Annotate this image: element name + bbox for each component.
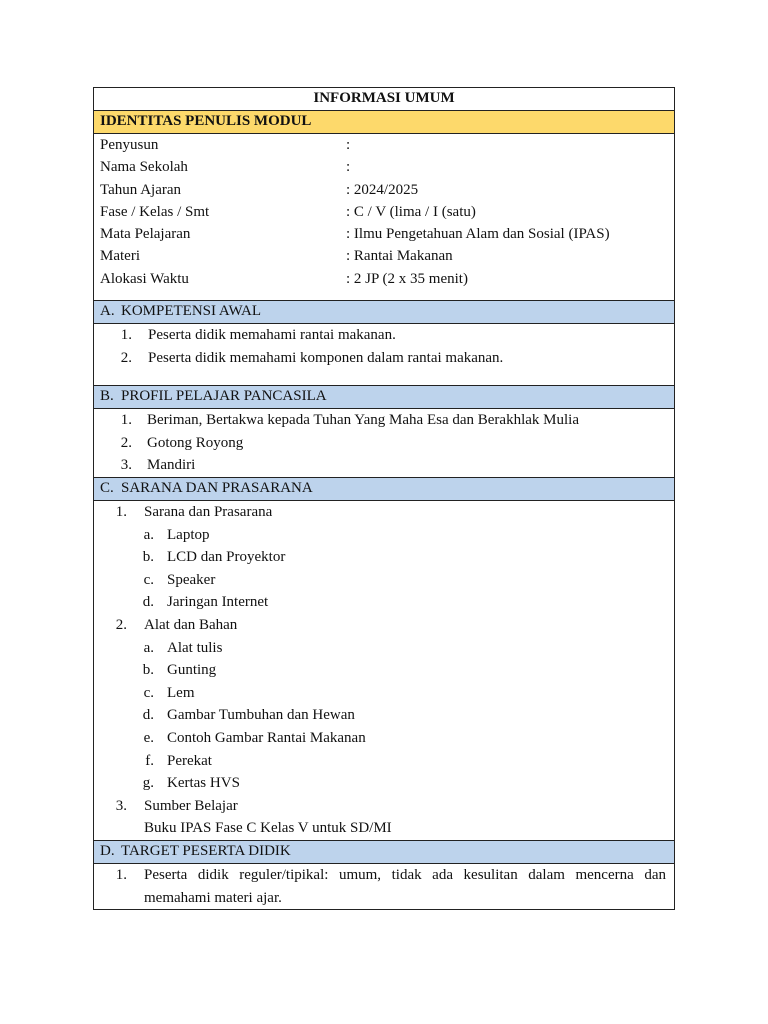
page-title: INFORMASI UMUM [94, 88, 674, 111]
section-title: SARANA DAN PRASARANA [121, 480, 313, 497]
list-item: 3. Sumber Belajar [115, 797, 238, 814]
list-item: e. Contoh Gambar Rantai Makanan [143, 729, 366, 746]
list-item: 2. Alat dan Bahan [115, 617, 238, 634]
info-label: Penyusun [100, 137, 159, 153]
list-item: 1. Peserta didik reguler/tipikal: umum, tidak ada kesulitan dalam mencerna dan [115, 866, 666, 883]
section-letter: C. [100, 480, 114, 497]
info-value: : [346, 137, 351, 153]
info-label: Mata Pelajaran [100, 226, 191, 243]
list-item: d. Jaringan Internet [142, 594, 269, 611]
list-item: 1. Beriman, Bertakwa kepada Tuhan Yang Maha Esa dan Berakhlak Mulia [120, 412, 579, 429]
section-letter: D. [100, 842, 115, 859]
list-item: c. Lem [143, 684, 195, 701]
section-a-header [94, 301, 674, 324]
info-label: Tahun Ajaran [100, 181, 182, 198]
info-row [94, 268, 674, 290]
section-letter: A. [100, 303, 115, 320]
info-value: : Ilmu Pengetahuan Alam dan Sosial (IPAS) [346, 226, 610, 243]
info-label: Fase / Kelas / Smt [100, 203, 210, 220]
info-value: : Rantai Makanan [346, 248, 453, 265]
section-c-header [94, 478, 674, 501]
list-item: a. Alat tulis [143, 639, 223, 656]
list-item: 1. Sarana dan Prasarana [115, 504, 273, 521]
list-item: 1. Peserta didik memahami rantai makanan. [120, 327, 396, 344]
section-d-body [94, 864, 674, 909]
info-row [94, 201, 674, 223]
module-info-table [93, 87, 675, 910]
info-label: Alokasi Waktu [100, 270, 189, 287]
section-title: PROFIL PELAJAR PANCASILA [121, 388, 327, 405]
section-b-header [94, 386, 674, 409]
list-item: b. Gunting [142, 662, 217, 679]
list-item: 3. Mandiri [120, 457, 196, 474]
identitas-header: IDENTITAS PENULIS MODUL [94, 111, 674, 134]
list-item: a. Laptop [143, 526, 210, 543]
section-letter: B. [100, 388, 114, 405]
info-row [94, 179, 674, 201]
list-item: d. Gambar Tumbuhan dan Hewan [142, 707, 355, 724]
section-title: TARGET PESERTA DIDIK [121, 842, 291, 859]
info-value: : 2 JP (2 x 35 menit) [346, 270, 468, 287]
section-c-body [94, 501, 674, 841]
list-item: b. LCD dan Proyektor [142, 549, 286, 566]
section-b-body [94, 409, 674, 478]
info-row [94, 134, 674, 156]
section-a-body [94, 324, 674, 386]
list-item: g. Kertas HVS [142, 775, 240, 792]
info-label: Materi [100, 248, 140, 265]
list-item: 2. Gotong Royong [120, 434, 244, 451]
identitas-body [94, 134, 674, 301]
list-item: f. Perekat [145, 752, 212, 769]
section-title: KOMPETENSI AWAL [121, 303, 262, 320]
list-item-continuation: memahami materi ajar. [144, 889, 282, 906]
list-item: c. Speaker [143, 571, 216, 588]
info-row [94, 223, 674, 245]
info-value: : [346, 159, 351, 176]
list-item-note: Buku IPAS Fase C Kelas V untuk SD/MI [144, 820, 392, 837]
info-row [94, 245, 674, 267]
info-value: : C / V (lima / I (satu) [346, 203, 476, 220]
info-value: : 2024/2025 [346, 181, 419, 198]
list-item: 2. Peserta didik memahami komponen dalam rantai makanan. [120, 349, 504, 366]
info-row [94, 156, 674, 178]
section-d-header [94, 841, 674, 864]
info-label: Nama Sekolah [100, 159, 188, 176]
